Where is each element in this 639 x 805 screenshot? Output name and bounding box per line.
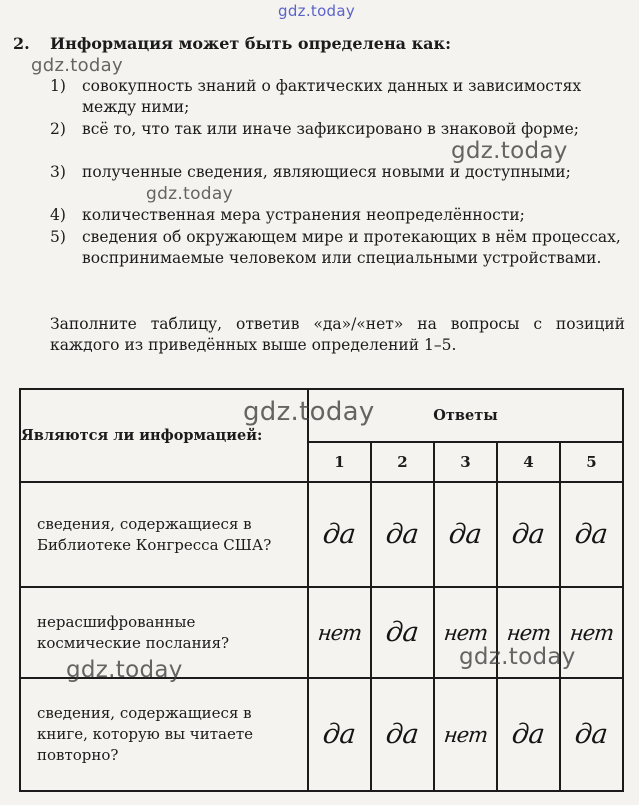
definition-text: всё то, что так или иначе зафиксировано в знаковой форме; — [82, 120, 579, 138]
handwritten-answer: да — [510, 719, 547, 751]
answer-cell — [560, 678, 623, 791]
answers-table — [19, 388, 624, 792]
question-cell: нерасшифрованные космические послания? — [20, 587, 308, 678]
handwritten-answer: да — [384, 719, 421, 751]
answers-header: Ответы — [308, 389, 623, 442]
question-column-header: Являются ли информацией: — [20, 389, 308, 482]
watermark: gdz.today — [31, 55, 123, 76]
watermark: gdz.today — [278, 2, 356, 20]
handwritten-answer: да — [384, 617, 421, 649]
column-number: 5 — [560, 442, 623, 483]
watermark: gdz.today — [146, 184, 233, 204]
definition-number: 5) — [50, 228, 66, 246]
handwritten-answer: нет — [442, 620, 489, 645]
handwritten-answer: да — [573, 519, 610, 551]
task-number: 2. — [13, 34, 30, 53]
definition-number: 3) — [50, 163, 66, 181]
column-number: 4 — [497, 442, 560, 483]
handwritten-answer: да — [447, 519, 484, 551]
handwritten-answer: нет — [505, 620, 552, 645]
answer-cell — [497, 482, 560, 587]
watermark: gdz.today — [66, 657, 183, 683]
handwritten-answer: да — [321, 519, 358, 551]
definition-text: совокупность знаний о фактических данных и зависимостях между ними; — [82, 77, 582, 116]
handwritten-answer: нет — [442, 722, 489, 747]
definition-number: 4) — [50, 206, 66, 224]
handwritten-answer: да — [321, 719, 358, 751]
column-number: 2 — [371, 442, 434, 483]
question-cell: сведения, содержащиеся в Библиотеке Конгресса США? — [20, 482, 308, 587]
answer-cell — [371, 587, 434, 678]
task-title: Информация может быть определена как: — [50, 34, 451, 53]
answer-cell — [371, 482, 434, 587]
answer-cell — [434, 678, 497, 791]
watermark: gdz.today — [243, 397, 375, 427]
question-cell: сведения, содержащиеся в книге, которую вы читаете повторно? — [20, 678, 308, 791]
table-row — [20, 482, 623, 587]
column-number: 1 — [308, 442, 371, 483]
definition-text: полученные сведения, являющиеся новыми и доступными; — [82, 163, 571, 181]
instruction-text: Заполните таблицу, ответив «да»/«нет» на вопросы с позиций каждого из приведённых выше определений 1–5. — [50, 315, 625, 354]
watermark: gdz.today — [451, 138, 568, 164]
answer-cell — [308, 482, 371, 587]
handwritten-answer: да — [384, 519, 421, 551]
answer-cell — [308, 587, 371, 678]
definition-text: количественная мера устранения неопределённости; — [82, 206, 525, 224]
handwritten-answer: нет — [568, 620, 615, 645]
watermark: gdz.today — [459, 644, 576, 670]
answer-cell — [434, 482, 497, 587]
table-row — [20, 678, 623, 791]
answer-cell — [308, 678, 371, 791]
definition-text: сведения об окружающем мире и протекающих в нём процессах, воспринимаемые человеком или специальными устройствами. — [82, 228, 621, 267]
answer-cell — [560, 482, 623, 587]
handwritten-answer: да — [510, 519, 547, 551]
answer-cell — [371, 678, 434, 791]
column-number: 3 — [434, 442, 497, 483]
definition-number: 1) — [50, 77, 66, 95]
handwritten-answer: да — [573, 719, 610, 751]
answer-cell — [497, 678, 560, 791]
definition-number: 2) — [50, 120, 66, 138]
handwritten-answer: нет — [316, 620, 363, 645]
